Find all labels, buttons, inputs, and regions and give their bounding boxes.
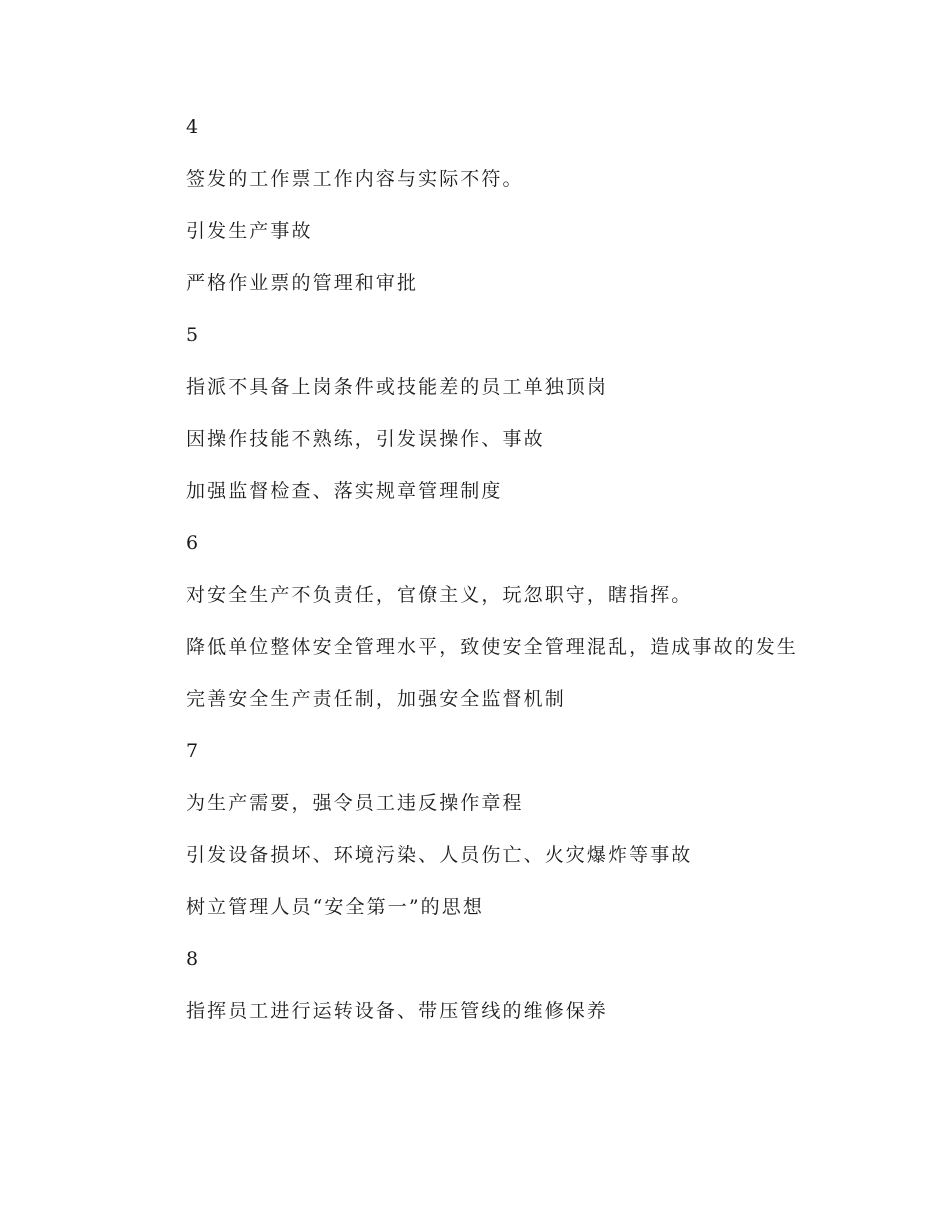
paragraph: 引发设备损坏、环境污染、人员伤亡、火灾爆炸等事故 <box>186 844 693 866</box>
item-number: 8 <box>186 948 201 970</box>
paragraph: 严格作业票的管理和审批 <box>186 272 419 294</box>
paragraph: 完善安全生产责任制，加强安全监督机制 <box>186 688 566 710</box>
item-number: 7 <box>186 740 201 762</box>
paragraph: 加强监督检查、落实规章管理制度 <box>186 480 503 502</box>
paragraph: 对安全生产不负责任，官僚主义，玩忽职守，瞎指挥。 <box>186 584 693 606</box>
paragraph: 引发生产事故 <box>186 220 313 242</box>
item-number: 4 <box>186 116 201 138</box>
paragraph: 为生产需要，强令员工违反操作章程 <box>186 792 524 814</box>
item-number: 5 <box>186 324 201 346</box>
document-body <box>143 112 808 1048</box>
paragraph: 指派不具备上岗条件或技能差的员工单独顶岗 <box>186 376 609 398</box>
paragraph: 降低单位整体安全管理水平，致使安全管理混乱，造成事故的发生 <box>186 636 798 658</box>
paragraph: 指挥员工进行运转设备、带压管线的维修保养 <box>186 1000 609 1022</box>
paragraph: 因操作技能不熟练，引发误操作、事故 <box>186 428 545 450</box>
item-number: 6 <box>186 532 201 554</box>
paragraph: 签发的工作票工作内容与实际不符。 <box>186 168 524 190</box>
paragraph: 树立管理人员“安全第一”的思想 <box>186 896 484 918</box>
